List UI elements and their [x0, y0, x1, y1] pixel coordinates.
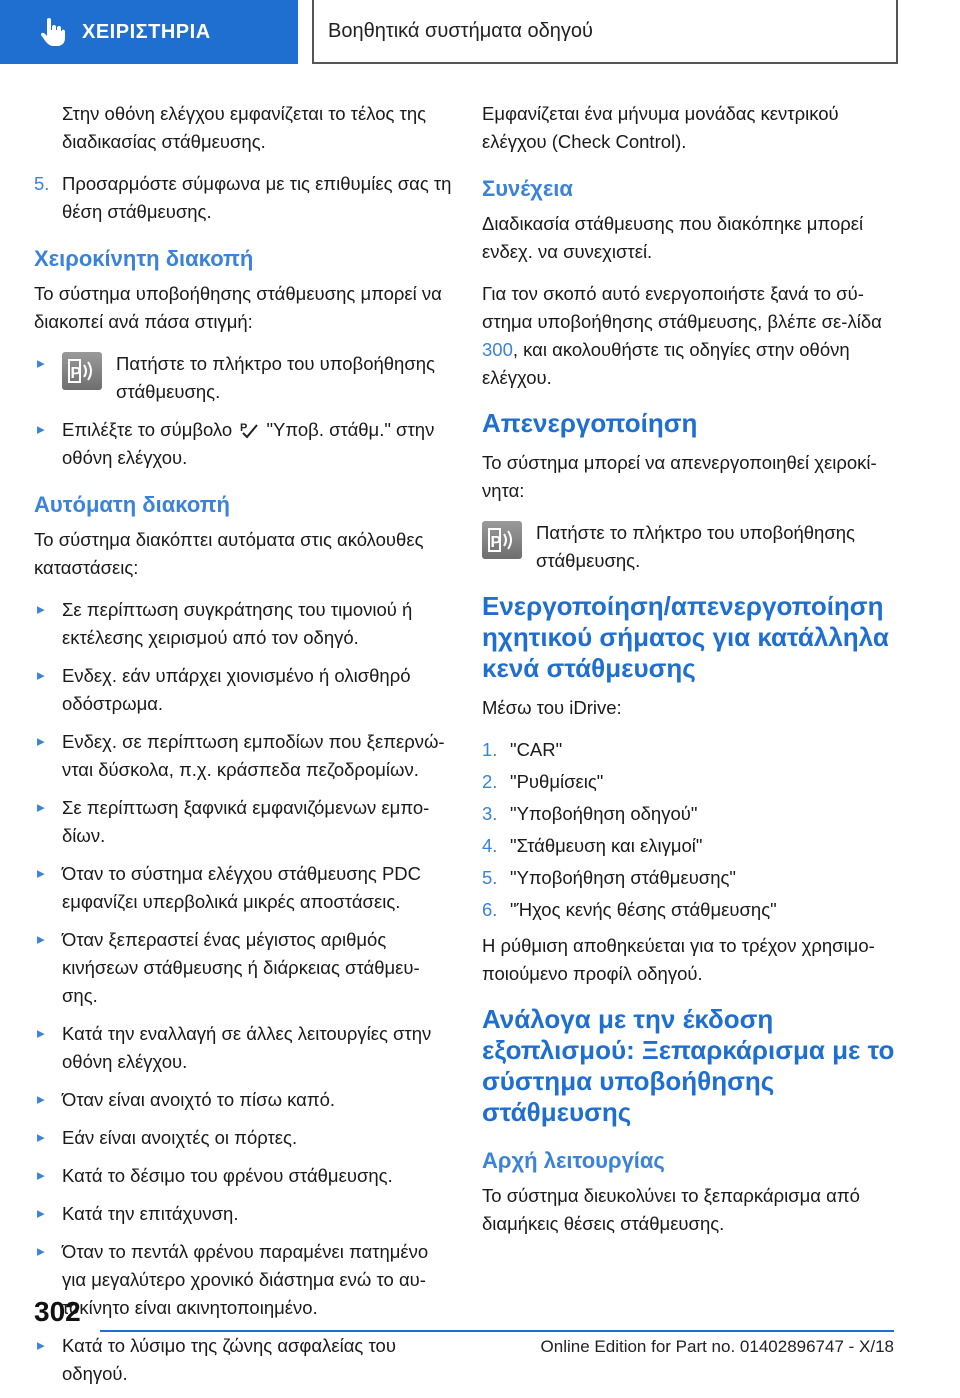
step-item	[482, 800, 902, 828]
step-number: 4.	[482, 835, 498, 856]
list-item-text: Όταν το πεντάλ φρένου παραμένει πατημένο για μεγαλύτερο χρονικό διάστημα ενώ το αυ-τοκίνητο είναι ακινητοποιημένο.	[62, 1241, 429, 1318]
triangle-bullet-icon: ▼	[32, 1027, 48, 1041]
list-item-text: Σε περίπτωση συγκράτησης του τιμονιού ή εκτέλεσης χειρισμού από τον οδηγό.	[62, 599, 413, 648]
edition-text: Online Edition for Part no. 01402896747 - X/18	[540, 1337, 894, 1356]
auto-stop-text: Το σύστημα διακόπτει αυτόματα στις ακόλουθες καταστάσεις:	[34, 529, 424, 578]
option-heading: Ανάλογα με την έκδοση εξοπλισμού: Ξεπαρκάρισμα με το σύστημα υποβοήθησης στάθμευσης	[482, 1004, 895, 1127]
step-5	[34, 170, 454, 226]
list-item	[34, 1162, 454, 1190]
triangle-bullet-icon: ▼	[32, 735, 48, 749]
page-number: 302	[34, 1296, 81, 1327]
manual-stop-text: Το σύστημα υποβοήθησης στάθμευσης μπορεί να διακοπεί ανά πάσα στιγμή:	[34, 283, 442, 332]
list-item	[34, 860, 454, 916]
list-item-text: Όταν ξεπεραστεί ένας μέγιστος αριθμός κινήσεων στάθμευσης ή διάρκειας στάθμευ-σης.	[62, 929, 420, 1006]
list-item	[34, 1238, 454, 1322]
list-item	[34, 416, 454, 472]
triangle-bullet-icon: ▼	[32, 357, 48, 371]
triangle-bullet-icon: ▼	[32, 669, 48, 683]
list-item	[34, 662, 454, 718]
list-item	[34, 1020, 454, 1076]
list-item-text: Ενδεχ. σε περίπτωση εμποδίων που ξεπερνώ-νται δύσκολα, π.χ. κράσπεδα πεζοδρομίων.	[62, 731, 445, 780]
park-assist-button-icon	[482, 521, 522, 559]
list-item	[34, 1124, 454, 1152]
intro-continued: Στην οθόνη ελέγχου εμφανίζεται το τέλος της διαδικασίας στάθμευσης.	[62, 103, 427, 152]
list-item-text: Εάν είναι ανοιχτές οι πόρτες.	[62, 1127, 298, 1148]
step-number: 3.	[482, 803, 498, 824]
triangle-bullet-icon: ▼	[32, 423, 48, 437]
step-item	[482, 832, 902, 860]
step-item	[482, 896, 902, 924]
list-item-text: Σε περίπτωση ξαφνικά εμφανιζόμενων εμπο-δίων.	[62, 797, 430, 846]
deactivation-heading: Απενεργοποίηση	[482, 408, 698, 438]
auto-stop-list	[34, 596, 454, 1388]
sound-heading: Ενεργοποίηση/απενεργοποίηση ηχητικού σήματος για κατάλληλα κενά στάθμευσης	[482, 591, 889, 683]
triangle-bullet-icon: ▼	[32, 1093, 48, 1107]
park-assist-button-icon	[62, 352, 102, 390]
list-item	[34, 596, 454, 652]
page-header	[0, 0, 960, 66]
sound-note: Η ρύθμιση αποθηκεύεται για το τρέχον χρησιμο-ποιούμενο προφίλ οδηγού.	[482, 935, 875, 984]
section-title: ΧΕΙΡΙΣΤΗΡΙΑ	[82, 20, 211, 43]
list-item	[34, 926, 454, 1010]
footer-divider	[100, 1330, 894, 1332]
step-item	[482, 736, 902, 764]
right-column	[482, 100, 902, 1252]
list-item	[34, 350, 454, 406]
list-item-text: Κατά το δέσιμο του φρένου στάθμευσης.	[62, 1165, 393, 1186]
deactivation-text: Το σύστημα μπορεί να απενεργοποιηθεί χειροκί-νητα:	[482, 452, 877, 501]
principle-heading: Αρχή λειτουργίας	[482, 1148, 665, 1173]
step-item	[482, 768, 902, 796]
list-item-suffix: "Υποβ. στάθμ." στην οθόνη ελέγχου.	[62, 419, 435, 468]
step-number: 1.	[482, 739, 498, 760]
park-assist-symbol-icon	[239, 419, 259, 439]
list-item-text: Ενδεχ. εάν υπάρχει χιονισμένο ή ολισθηρό οδόστρωμα.	[62, 665, 411, 714]
step-text: "Ήχος κενής θέσης στάθμευσης"	[510, 899, 777, 920]
continue-text-2	[482, 280, 902, 392]
deactivation-instruction-text: Πατήστε το πλήκτρο του υποβοήθησης στάθμευσης.	[536, 522, 855, 571]
triangle-bullet-icon: ▼	[32, 1131, 48, 1145]
triangle-bullet-icon: ▼	[32, 801, 48, 815]
step-text: "Στάθμευση και ελιγμοί"	[510, 835, 703, 856]
list-item	[34, 1086, 454, 1114]
chapter-title: Βοηθητικά συστήματα οδηγού	[328, 19, 593, 42]
list-item	[34, 1200, 454, 1228]
list-item-prefix: Επιλέξτε το σύμβολο	[62, 419, 233, 440]
svg-text:P: P	[70, 365, 82, 382]
list-item-text: Όταν είναι ανοιχτό το πίσω καπό.	[62, 1089, 336, 1110]
step-text: "CAR"	[510, 739, 563, 760]
list-item-text	[62, 416, 454, 472]
triangle-bullet-icon: ▼	[32, 933, 48, 947]
section-tab[interactable]	[0, 0, 298, 64]
triangle-bullet-icon: ▼	[32, 1207, 48, 1221]
triangle-bullet-icon: ▼	[32, 1245, 48, 1259]
triangle-bullet-icon: ▼	[32, 867, 48, 881]
step-item	[482, 864, 902, 892]
principle-text: Το σύστημα διευκολύνει το ξεπαρκάρισμα από διαμήκεις θέσεις στάθμευσης.	[482, 1185, 860, 1234]
list-item-text: Κατά την εναλλαγή σε άλλες λειτουργίες στην οθόνη ελέγχου.	[62, 1023, 432, 1072]
sound-intro: Μέσω του iDrive:	[482, 697, 622, 718]
list-item	[34, 728, 454, 784]
step-text: "Ρυθμίσεις"	[510, 771, 604, 792]
continue-heading: Συνέχεια	[482, 176, 573, 201]
manual-stop-heading: Χειροκίνητη διακοπή	[34, 246, 254, 271]
list-item-text: Πατήστε το πλήκτρο του υποβοήθησης στάθμευσης.	[116, 353, 435, 402]
continue-text-2b: , και ακολουθήστε τις οδηγίες στην οθόνη ελέγχου.	[482, 339, 850, 388]
hand-pointer-icon	[40, 18, 66, 46]
list-item-text: Κατά το λύσιμο της ζώνης ασφαλείας του οδηγού.	[62, 1335, 396, 1384]
chapter-tab[interactable]	[312, 0, 898, 64]
check-control-text: Εμφανίζεται ένα μήνυμα μονάδας κεντρικού ελέγχου (Check Control).	[482, 103, 839, 152]
page-reference-link[interactable]: 300	[482, 339, 513, 360]
list-item	[34, 1332, 454, 1388]
step-text: "Υποβοήθηση οδηγού"	[510, 803, 698, 824]
list-item-text: Κατά την επιτάχυνση.	[62, 1203, 239, 1224]
left-column	[34, 100, 454, 1398]
step-number: 5.	[34, 173, 50, 194]
step-text: Προσαρμόστε σύμφωνα με τις επιθυμίες σας τη θέση στάθμευσης.	[62, 173, 452, 222]
triangle-bullet-icon: ▼	[32, 603, 48, 617]
step-text: "Υποβοήθηση στάθμευσης"	[510, 867, 737, 888]
step-number: 2.	[482, 771, 498, 792]
list-item	[34, 794, 454, 850]
svg-text:P: P	[240, 422, 248, 434]
continue-text-2a: Για τον σκοπό αυτό ενεργοποιήστε ξανά το σύ-στημα υποβοήθησης στάθμευσης, βλέπε σε-λίδα	[482, 283, 882, 332]
sound-steps-list	[482, 736, 902, 924]
list-item-text: Όταν το σύστημα ελέγχου στάθμευσης PDC εμφανίζει υπερβολικά μικρές αποστάσεις.	[62, 863, 422, 912]
step-number: 6.	[482, 899, 498, 920]
svg-text:P: P	[490, 534, 502, 551]
deactivation-instruction	[482, 519, 902, 575]
triangle-bullet-icon: ▼	[32, 1339, 48, 1353]
step-number: 5.	[482, 867, 498, 888]
triangle-bullet-icon: ▼	[32, 1169, 48, 1183]
auto-stop-heading: Αυτόματη διακοπή	[34, 492, 230, 517]
continue-text-1: Διαδικασία στάθμευσης που διακόπηκε μπορεί ενδεχ. να συνεχιστεί.	[482, 213, 864, 262]
